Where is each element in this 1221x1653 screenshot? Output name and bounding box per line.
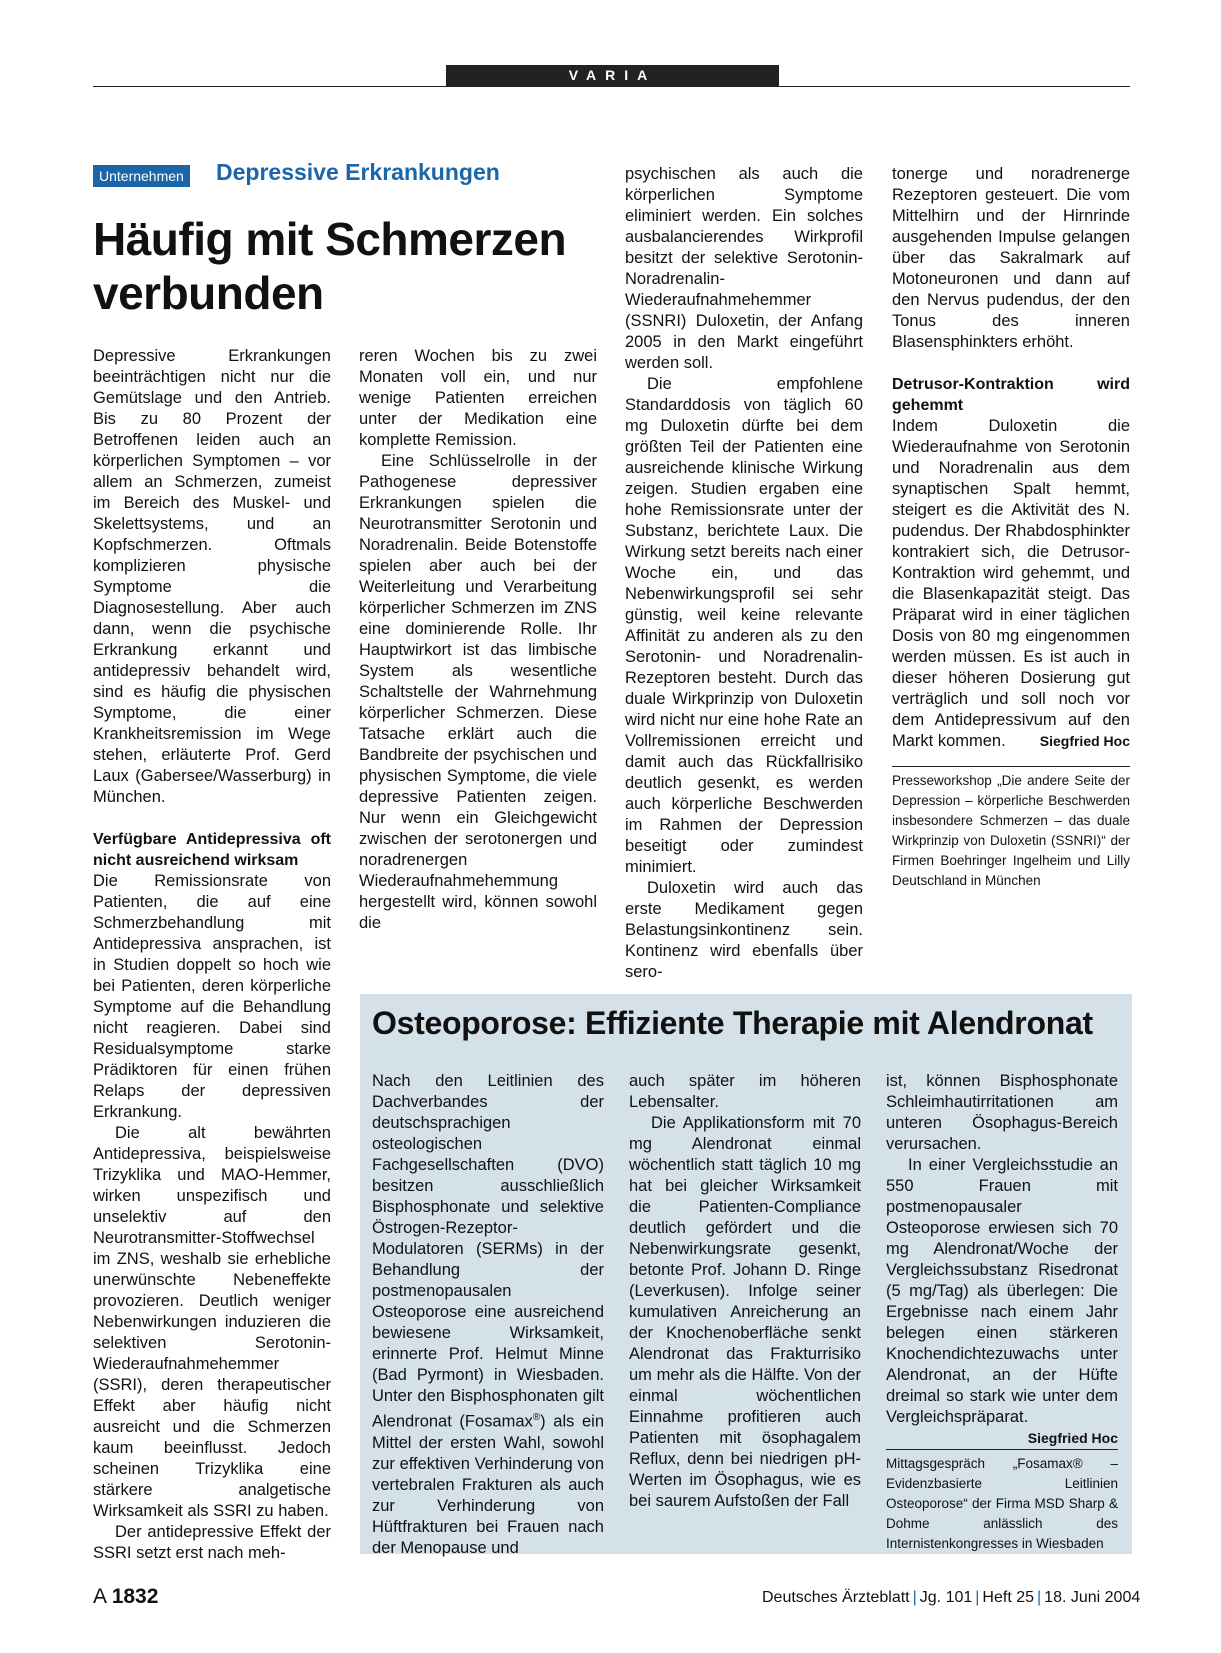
separator: |: [975, 1589, 980, 1606]
paragraph-text: Nach den Leitlinien des Dachverbandes der deutschsprachigen osteologischen Fachgesellschaften (DVO) besitzen ausschließlich Bisphosphonate und selektive Östrogen-Rezeptor-Modulatoren (SERMs) in der Behandlung der postmenopausalen Osteoporose eine ausreichend bewiesene Wirksamkeit, erinnerte Prof. Helmut Minne (Bad Pyrmont) in Wiesbaden. Unter den Bisphosphonaten gilt Alendronat (Fosamax: [372, 1072, 604, 1431]
author-signature: Siegfried Hoc: [1027, 1430, 1118, 1446]
paragraph: [892, 416, 1130, 752]
registered-mark: ®: [532, 1412, 541, 1423]
source-note: Mittagsgespräch „Fosamax® – Evidenzbasierte Leitlinien Osteoporose“ der Firma MSD Sharp & Dohme anlässlich des Internistenkongresses in Wiesbaden: [886, 1449, 1118, 1554]
paragraph-text: Indem Duloxetin die Wiederaufnahme von Serotonin und Noradrenalin aus dem synaptischen Spalt hemmt, steigert es die Aktivität des N. pudendus. Der Rhabdosphinkter kontrakiert sich, die Detrusor-Kontraktion wird gehemmt, und die Blasenkapazität steigt. Das Präparat wird in einer täglichen Dosis von 80 mg eingenommen werden müssen. Es ist auch in dieser höheren Dosierung gut verträglich und soll noch vor dem Antidepressivum auf den Markt kommen.: [892, 417, 1130, 750]
article-column-1: [93, 346, 331, 1564]
article-column-4: [892, 164, 1130, 891]
paragraph: tonerge und noradrenerge Rezeptoren gesteuert. Die vom Mittelhirn und der Hirnrinde ausgehenden Impulse gelangen über das Sakralmark auf Motoneuronen und dann auf den Nervus pudendus, der den Tonus des inneren Blasensphinkters erhöht.: [892, 165, 1130, 351]
source-note: Presseworkshop „Die andere Seite der Depression – körperliche Beschwerden insbesondere Schmerzen – das duale Wirkprinzip von Duloxetin (SSNRI)“ der Firmen Boehringer Ingelheim und Lilly Deutschland in München: [892, 766, 1130, 891]
box-title: Osteoporose: Effiziente Therapie mit Alendronat: [372, 1005, 1093, 1041]
journal-name: Deutsches Ärzteblatt: [762, 1589, 910, 1606]
header-rule: [93, 86, 1130, 87]
page-prefix: A: [93, 1585, 106, 1608]
section-header: VARIA: [446, 65, 779, 86]
paragraph: Eine Schlüsselrolle in der Pathogenese depressiver Erkrankungen spielen die Neurotransmitter Serotonin und Noradrenalin. Beide Botenstoffe spielen aber auch bei der Weiterleitung und Verarbeitung körperlicher Schmerzen im ZNS eine dominierende Rolle. Ihr Hauptwirkort ist das limbische System als wesentliche Schaltstelle der Wahrnehmung körperlicher Schmerzen. Diese Tatsache erklärt auch die Bandbreite der psychischen und physischen Symptome, die viele depressive Patienten zeigen. Nur wenn ein Gleichgewicht zwischen der serotonergen und noradrenergen Wiederaufnahmehemmung hergestellt wird, können sowohl die: [359, 452, 597, 932]
paragraph-text: ) als ein Mittel der ersten Wahl, sowohl zur effektiven Verhinderung von vertebralen Frakturen als auch zur Verhinderung von Hüftfrakturen bei Frauen nach der Menopause und: [372, 1412, 604, 1557]
paragraph: ist, können Bisphosphonate Schleimhautirritationen am unteren Ösophagus-Bereich verursachen.: [886, 1072, 1118, 1153]
paragraph: Der antidepressive Effekt der SSRI setzt erst nach meh-: [93, 1523, 331, 1562]
journal-date: 18. Juni 2004: [1044, 1589, 1141, 1606]
paragraph: [372, 1071, 604, 1559]
article-column-2: [359, 346, 597, 934]
article-column-3: [625, 164, 863, 983]
paragraph: [886, 1155, 1118, 1446]
paragraph: Die Applikationsform mit 70 mg Alendronat einmal wöchentlich statt täglich 10 mg hat bei gleicher Wirksamkeit die Patienten-Compliance deutlich gefördert und die Nebenwirkungsrate gesenkt, betonte Prof. Johann D. Ringe (Leverkusen). Infolge seiner kumulativen Anreicherung an der Knochenoberfläche senkt Alendronat das Frakturrisiko um mehr als die Hälfte. Von der einmal wöchentlichen Einnahme profitieren auch Patienten mit ösophagalem Reflux, denn bei niedrigen pH-Werten im Ösophagus, wie es bei saurem Aufstoßen der Fall: [629, 1114, 861, 1510]
paragraph: Die empfohlene Standarddosis von täglich 60 mg Duloxetin dürfte bei dem größten Teil der Patienten eine ausreichende klinische Wirkung zeigen. Studien ergaben eine hohe Remissionsrate unter der Substanz, berichtete Laux. Die Wirkung setzt bereits nach einer Woche ein, und das Nebenwirkungsprofil sei sehr günstig, weil keine relevante Affinität zu anderen als zu den Serotonin- und Noradrenalin-Rezeptoren besteht. Durch das duale Wirkprinzip von Duloxetin wird nicht nur eine hohe Rate an Vollremissionen erreicht und damit auch das Rückfallrisiko deutlich gesenkt, es werden auch körperliche Beschwerden im Rahmen der Depression beseitigt oder zumindest minimiert.: [625, 375, 863, 876]
separator: |: [912, 1589, 917, 1606]
category-label: Unternehmen: [93, 165, 190, 187]
paragraph: Depressive Erkrankungen beeinträchtigen nicht nur die Gemütslage und den Antrieb. Bis zu 80 Prozent der Betroffenen leiden auch an körperlichen Symptomen – vor allem an Schmerzen, zumeist im Bereich des Muskel- und Skelettsystems, und an Kopfschmerzen. Oftmals komplizieren physische Symptome die Diagnosestellung. Aber auch dann, wenn die psychische Erkrankung erkannt und antidepressiv behandelt wird, sind es häufig die physischen Symptome, die einer Krankheitsremission im Wege stehen, erläuterte Prof. Gerd Laux (Gabersee/Wasserburg) in München.: [93, 347, 331, 806]
article-title: [93, 212, 593, 320]
paragraph: auch später im höheren Lebensalter.: [629, 1072, 861, 1111]
paragraph: Die Remissionsrate von Patienten, die auf eine Schmerzbehandlung mit Antidepressiva ansprachen, ist in Studien doppelt so hoch wie bei Patienten, deren körperliche Symptome auf die Behandlung nicht reagieren. Dabei sind Residualsymptome starke Prädiktoren für einen frühen Relaps der depressiven Erkrankung.: [93, 872, 331, 1121]
separator: |: [1037, 1589, 1042, 1606]
paragraph: psychischen als auch die körperlichen Symptome eliminiert werden. Ein solches ausbalancierendes Wirkprofil besitzt der selektive Serotonin-Noradrenalin-Wiederaufnahmehemmer (SSNRI) Duloxetin, der Anfang 2005 in den Markt eingeführt werden soll.: [625, 165, 863, 372]
journal-issue: Heft 25: [982, 1589, 1035, 1606]
paragraph: Duloxetin wird auch das erste Medikament gegen Belastungsinkontinenz sein. Kontinenz wird ebenfalls über sero-: [625, 879, 863, 981]
article-title-line-1: Häufig mit Schmerzen: [93, 213, 567, 265]
box-column-1: [372, 1071, 604, 1559]
box-column-2: [629, 1071, 861, 1512]
article-title-line-2: verbunden: [93, 267, 324, 319]
paragraph: reren Wochen bis zu zwei Monaten voll ein, und nur wenige Patienten erreichen unter der Medikation eine komplette Remission.: [359, 347, 597, 449]
paragraph-text: In einer Vergleichsstudie an 550 Frauen mit postmenopausaler Osteoporose erwiesen sich 70 mg Alendronat/Woche der Vergleichssubstanz Risedronat (5 mg/Tag) als überlegen: Die Ergebnisse nach einem Jahr belegen einen stärkeren Knochendichtezuwachs unter Alendronat, an der Hüfte dreimal so stark wie unter dem Vergleichspräparat.: [886, 1156, 1118, 1426]
journal-info: [762, 1589, 1140, 1607]
author-signature: Siegfried Hoc: [1039, 733, 1130, 749]
box-column-3: [886, 1071, 1118, 1554]
journal-volume: Jg. 101: [919, 1589, 973, 1606]
subheading: Verfügbare Antidepressiva oft nicht ausreichend wirksam: [93, 831, 331, 869]
page-number-value: 1832: [111, 1585, 159, 1608]
paragraph: Die alt bewährten Antidepressiva, beispielsweise Trizyklika und MAO-Hemmer, wirken unspezifisch und unselektiv auf den Neurotransmitter-Stoffwechsel im ZNS, weshalb sie erhebliche unerwünschte Nebeneffekte provozieren. Deutlich weniger Nebenwirkungen induzieren die selektiven Serotonin-Wiederaufnahmehemmer (SSRI), deren therapeutischer Effekt aber häufig nicht ausreicht und die Schmerzen kaum beeinflusst. Jedoch scheinen Trizyklika eine stärkere analgetische Wirksamkeit als SSRI zu haben.: [93, 1124, 331, 1520]
page-number: [93, 1585, 158, 1609]
subheading: Detrusor-Kontraktion wird gehemmt: [892, 376, 1130, 414]
article-kicker: Depressive Erkrankungen: [216, 159, 500, 185]
